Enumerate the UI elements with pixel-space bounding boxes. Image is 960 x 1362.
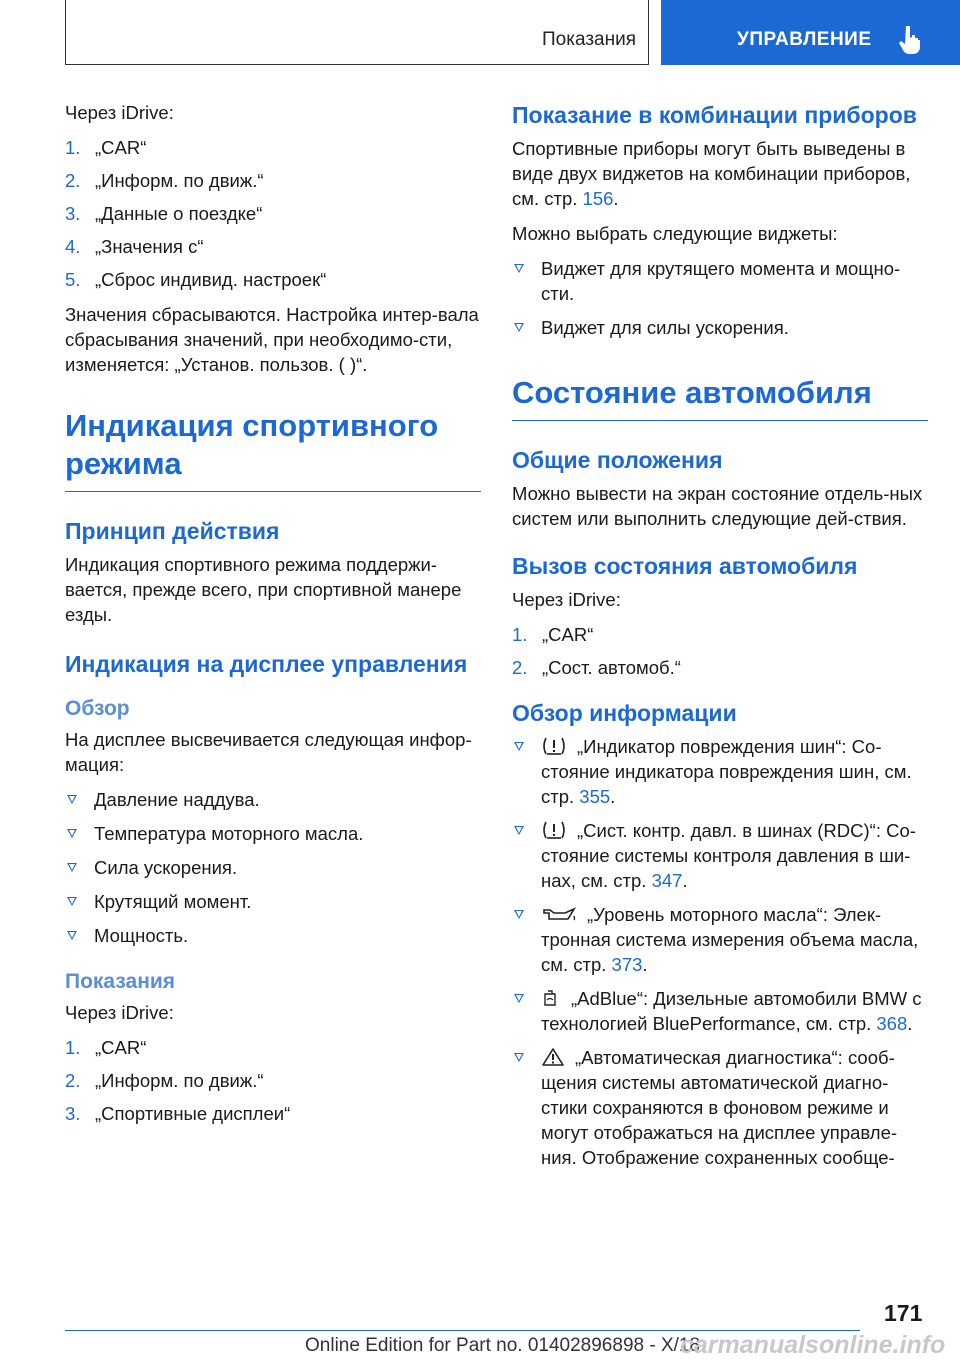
list-item: 5. „Сброс индивид. настроек“	[65, 269, 327, 290]
list-item: „Уровень моторного масла“: Элек-тронная система измерения объема масла, см. стр. 373.	[512, 902, 928, 977]
info-overview-heading: Обзор информации	[512, 700, 737, 726]
widgets-list	[512, 256, 928, 340]
tire-warning-icon	[541, 820, 567, 840]
list-item: „Сист. контр. давл. в шинах (RDC)“: Со-стояние системы контроля давления в ши-нах, см. стр. 347.	[512, 818, 928, 893]
list-item: 1. „CAR“	[512, 624, 594, 645]
list-item: Сила ускорения.	[65, 855, 481, 880]
list-item: 2. „Информ. по движ.“	[65, 170, 264, 191]
hand-pointer-icon	[897, 24, 923, 54]
bullet-triangle-icon	[67, 931, 77, 940]
header-tab-label: УПРАВЛЕНИЕ	[737, 29, 872, 50]
principle-text: Индикация спортивного режима поддержи-вается, прежде всего, при спортивной манере езды.	[65, 554, 462, 625]
bullet-triangle-icon	[514, 910, 524, 919]
readings-steps	[65, 1035, 481, 1126]
bullet-triangle-icon	[514, 323, 524, 332]
call-intro: Через iDrive:	[512, 589, 621, 610]
list-item: 1. „CAR“	[65, 137, 147, 158]
overview-heading: Обзор	[65, 697, 130, 720]
bullet-triangle-icon	[67, 829, 77, 838]
list-item: 3. „Данные о поездке“	[65, 203, 263, 224]
list-item: 2. „Информ. по движ.“	[65, 1070, 264, 1091]
page-link[interactable]: 347	[651, 870, 683, 891]
bullet-triangle-icon	[514, 826, 524, 835]
overview-text: На дисплее высвечивается следующая инфор-мация:	[65, 729, 472, 775]
call-steps	[512, 622, 928, 680]
list-item: „Автоматическая диагностика“: сооб-щения системы автоматической диагно-стики сохраняются в фоновом режиме и могут отображаться на дисплее управле-ния. Отображение сохраненных сообще-	[512, 1045, 928, 1170]
bullet-triangle-icon	[514, 1053, 524, 1062]
list-item: 3. „Спортивные дисплеи“	[65, 1103, 291, 1124]
list-item: Давление наддува.	[65, 787, 481, 812]
watermark-logo: carmanualsonline.info	[680, 1331, 946, 1359]
adblue-icon	[541, 988, 561, 1008]
left-column	[65, 100, 481, 1136]
list-item: Мощность.	[65, 923, 481, 948]
page-link[interactable]: 355	[579, 786, 611, 807]
list-item: „Индикатор повреждения шин“: Со-стояние индикатора повреждения шин, см. стр. 355.	[512, 734, 928, 809]
list-item: „AdBlue“: Дизельные автомобили BMW с технологией BluePerformance, см. стр. 368.	[512, 986, 928, 1036]
cluster-heading: Показание в комбинации приборов	[512, 102, 917, 128]
page-link[interactable]: 373	[611, 954, 643, 975]
readings-heading: Показания	[65, 970, 176, 993]
vehicle-status-heading: Состояние автомобиля	[512, 374, 928, 421]
header-section-title: Показания	[542, 29, 636, 50]
sport-mode-heading: Индикация спортивного режима	[65, 407, 481, 492]
page-link[interactable]: 368	[876, 1013, 908, 1034]
bullet-triangle-icon	[514, 742, 524, 751]
bullet-triangle-icon	[67, 863, 77, 872]
info-list	[512, 734, 928, 1170]
oil-can-icon	[541, 904, 577, 924]
idrive-steps	[65, 135, 481, 292]
cluster-text: Спортивные приборы могут быть выведены в виде двух виджетов на комбинации приборов, см. стр. 156.	[512, 138, 911, 209]
header-tab-control[interactable]	[661, 0, 960, 65]
idrive-intro: Через iDrive:	[65, 102, 174, 123]
bullet-triangle-icon	[514, 994, 524, 1003]
list-item: Виджет для силы ускорения.	[512, 315, 928, 340]
general-text: Можно вывести на экран состояние отдель-ных систем или выполнить следующие дей-ствия.	[512, 483, 923, 529]
call-status-heading: Вызов состояния автомобиля	[512, 553, 858, 579]
list-item: Виджет для крутящего момента и мощно-сти.	[512, 256, 928, 306]
tire-warning-icon	[541, 736, 567, 756]
warning-triangle-icon	[541, 1047, 565, 1067]
reset-text: Значения сбрасываются. Настройка интер-вала сбрасывания значений, при необходимо-сти, изменяется: „Установ. пользов. ( )“.	[65, 304, 479, 375]
page-number: 171	[884, 1300, 923, 1326]
bullet-triangle-icon	[67, 897, 77, 906]
right-column	[512, 100, 928, 1180]
widgets-intro: Можно выбрать следующие виджеты:	[512, 223, 838, 244]
list-item: 1. „CAR“	[65, 1037, 147, 1058]
header-box	[65, 0, 649, 65]
bullet-triangle-icon	[67, 795, 77, 804]
list-item: Крутящий момент.	[65, 889, 481, 914]
display-heading: Индикация на дисплее управления	[65, 651, 468, 677]
general-heading: Общие положения	[512, 447, 723, 473]
readings-intro: Через iDrive:	[65, 1002, 174, 1023]
list-item: 2. „Сост. автомоб.“	[512, 657, 681, 678]
footer-edition: Online Edition for Part no. 01402896898 - X/18	[305, 1335, 701, 1356]
principle-heading: Принцип действия	[65, 518, 280, 544]
overview-list	[65, 787, 481, 948]
list-item: Температура моторного масла.	[65, 821, 481, 846]
list-item: 4. „Значения с“	[65, 236, 204, 257]
page-link[interactable]: 156	[582, 188, 614, 209]
bullet-triangle-icon	[514, 264, 524, 273]
